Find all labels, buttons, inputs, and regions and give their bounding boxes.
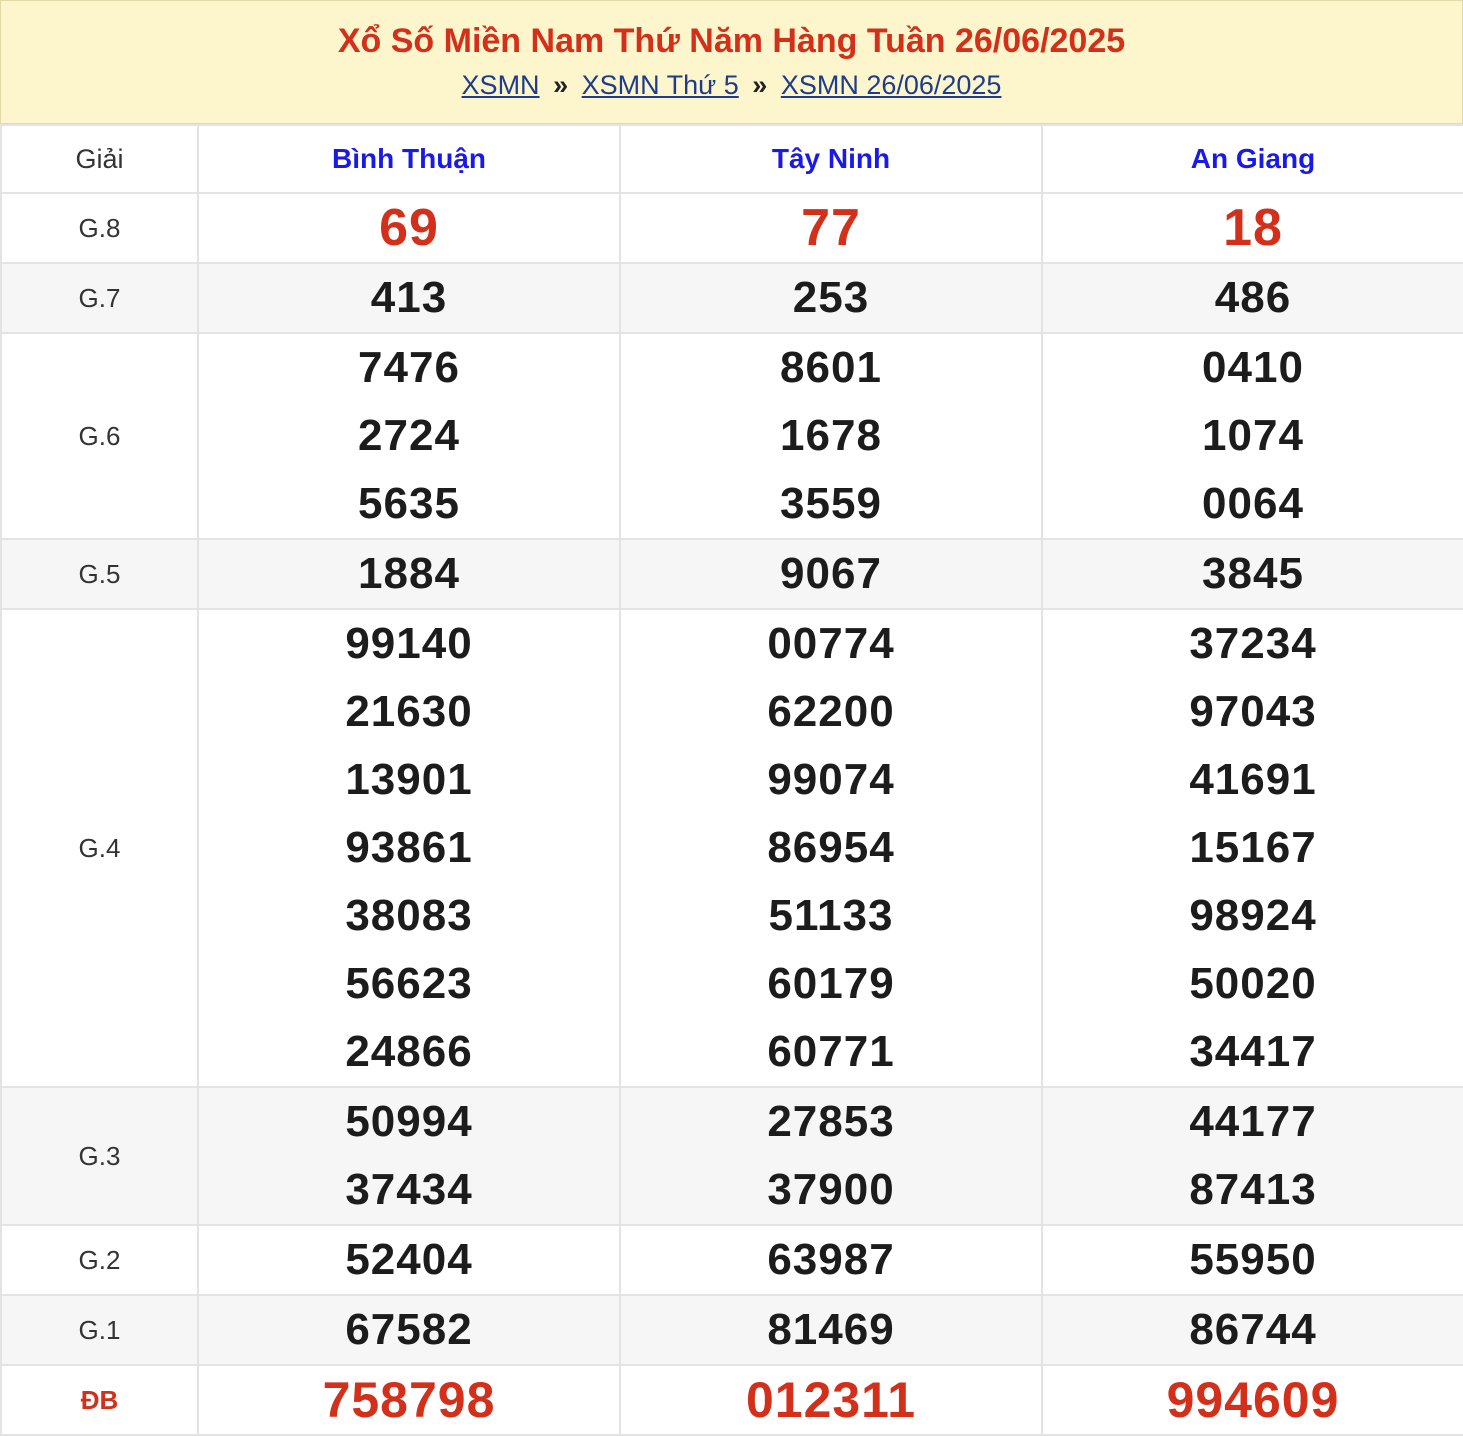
prize-number: 34417 [1189,1027,1317,1076]
prize-cell [1042,193,1463,263]
breadcrumb-xsmn-date[interactable]: XSMN 26/06/2025 [780,70,1002,100]
prize-number: 2724 [358,411,460,460]
results-table [0,124,1463,1436]
prize-number: 87413 [1189,1165,1317,1214]
prize-number: 99140 [345,619,473,668]
province-header[interactable]: Bình Thuận [198,125,620,193]
prize-number: 24866 [345,1027,473,1076]
prize-number: 7476 [358,343,460,392]
prize-number: 50994 [345,1097,473,1146]
prize-number: 51133 [768,891,894,940]
prize-label: G.7 [1,263,198,333]
prize-number: 63987 [767,1235,895,1284]
prize-number: 41691 [1189,755,1317,804]
table-row [1,193,1463,263]
province-header[interactable]: Tây Ninh [620,125,1042,193]
prize-label: G.6 [1,333,198,539]
prize-number: 1678 [780,411,882,460]
prize-label: G.1 [1,1295,198,1365]
prize-label: G.5 [1,539,198,609]
table-row [1,263,1463,333]
table-row [1,1295,1463,1365]
prize-label: G.8 [1,193,198,263]
breadcrumb-xsmn[interactable]: XSMN [461,70,540,100]
prize-number: 93861 [345,823,473,872]
prize-number: 86954 [767,823,895,872]
table-row [1,1225,1463,1295]
prize-number: 62200 [767,687,895,736]
table-row [1,539,1463,609]
prize-number: 0410 [1202,343,1304,392]
prize-cell [620,1087,1042,1225]
prize-label: G.3 [1,1087,198,1225]
prize-cell [1042,1295,1463,1365]
prize-number: 60179 [767,959,895,1008]
prize-number: 3559 [780,479,882,528]
prize-cell [198,1295,620,1365]
prize-cell [1042,1225,1463,1295]
prize-cell [1042,333,1463,539]
breadcrumb-separator: » [553,70,569,100]
prize-number: 486 [1214,273,1292,322]
prize-number: 77 [801,199,861,257]
prize-cell [1042,539,1463,609]
prize-cell [620,609,1042,1087]
prize-number: 21630 [345,687,473,736]
prize-cell [620,1295,1042,1365]
prize-number: 38083 [345,891,473,940]
province-header[interactable]: An Giang [1042,125,1463,193]
prize-number: 0064 [1202,479,1304,528]
prize-number: 60771 [767,1027,895,1076]
prize-label: G.4 [1,609,198,1087]
prize-column-header: Giải [1,125,198,193]
prize-cell [198,609,620,1087]
breadcrumb [1,69,1462,101]
prize-number: 50020 [1189,959,1317,1008]
prize-number: 413 [370,273,448,322]
prize-cell [198,193,620,263]
breadcrumb-separator: » [752,70,768,100]
prize-label: ĐB [1,1365,198,1435]
prize-number: 67582 [345,1305,473,1354]
prize-number: 86744 [1189,1305,1317,1354]
prize-number: 00774 [767,619,895,668]
prize-number: 9067 [780,549,882,598]
prize-number: 44177 [1189,1097,1317,1146]
prize-cell [1042,1365,1463,1435]
prize-cell [198,1225,620,1295]
table-row [1,609,1463,1087]
prize-cell [198,1365,620,1435]
prize-number: 1884 [358,549,460,598]
prize-number: 13901 [345,755,473,804]
prize-number: 1074 [1202,411,1304,460]
table-row [1,1365,1463,1435]
prize-rows [1,193,1463,1435]
prize-number: 27853 [767,1097,895,1146]
prize-cell [620,1225,1042,1295]
results-header [0,0,1463,124]
page-title: Xổ Số Miền Nam Thứ Năm Hàng Tuần 26/06/2025 [337,22,1126,60]
prize-number: 81469 [767,1305,895,1354]
prize-number: 37900 [767,1165,895,1214]
prize-number: 52404 [345,1235,473,1284]
prize-number: 8601 [780,343,882,392]
prize-cell [1042,1087,1463,1225]
prize-cell [198,539,620,609]
prize-number: 994609 [1166,1372,1340,1428]
prize-cell [620,333,1042,539]
prize-number: 97043 [1189,687,1317,736]
prize-label: G.2 [1,1225,198,1295]
prize-cell [1042,263,1463,333]
table-row [1,1087,1463,1225]
prize-number: 3845 [1202,549,1304,598]
prize-number: 37234 [1189,619,1317,668]
prize-number: 98924 [1189,891,1317,940]
breadcrumb-xsmn-thu-5[interactable]: XSMN Thứ 5 [581,70,739,100]
prize-cell [198,263,620,333]
prize-number: 69 [379,199,439,257]
table-header-row [1,125,1463,193]
prize-cell [620,539,1042,609]
prize-number: 15167 [1189,823,1317,872]
prize-number: 99074 [767,755,895,804]
prize-number: 55950 [1189,1235,1317,1284]
prize-number: 758798 [322,1372,496,1428]
prize-number: 5635 [358,479,460,528]
prize-number: 56623 [345,959,473,1008]
prize-cell [198,333,620,539]
prize-cell [1042,609,1463,1087]
prize-cell [198,1087,620,1225]
table-row [1,333,1463,539]
prize-cell [620,193,1042,263]
prize-number: 012311 [745,1372,917,1428]
prize-number: 253 [792,273,870,322]
prize-cell [620,263,1042,333]
prize-number: 37434 [345,1165,473,1214]
prize-cell [620,1365,1042,1435]
prize-number: 18 [1223,199,1283,257]
